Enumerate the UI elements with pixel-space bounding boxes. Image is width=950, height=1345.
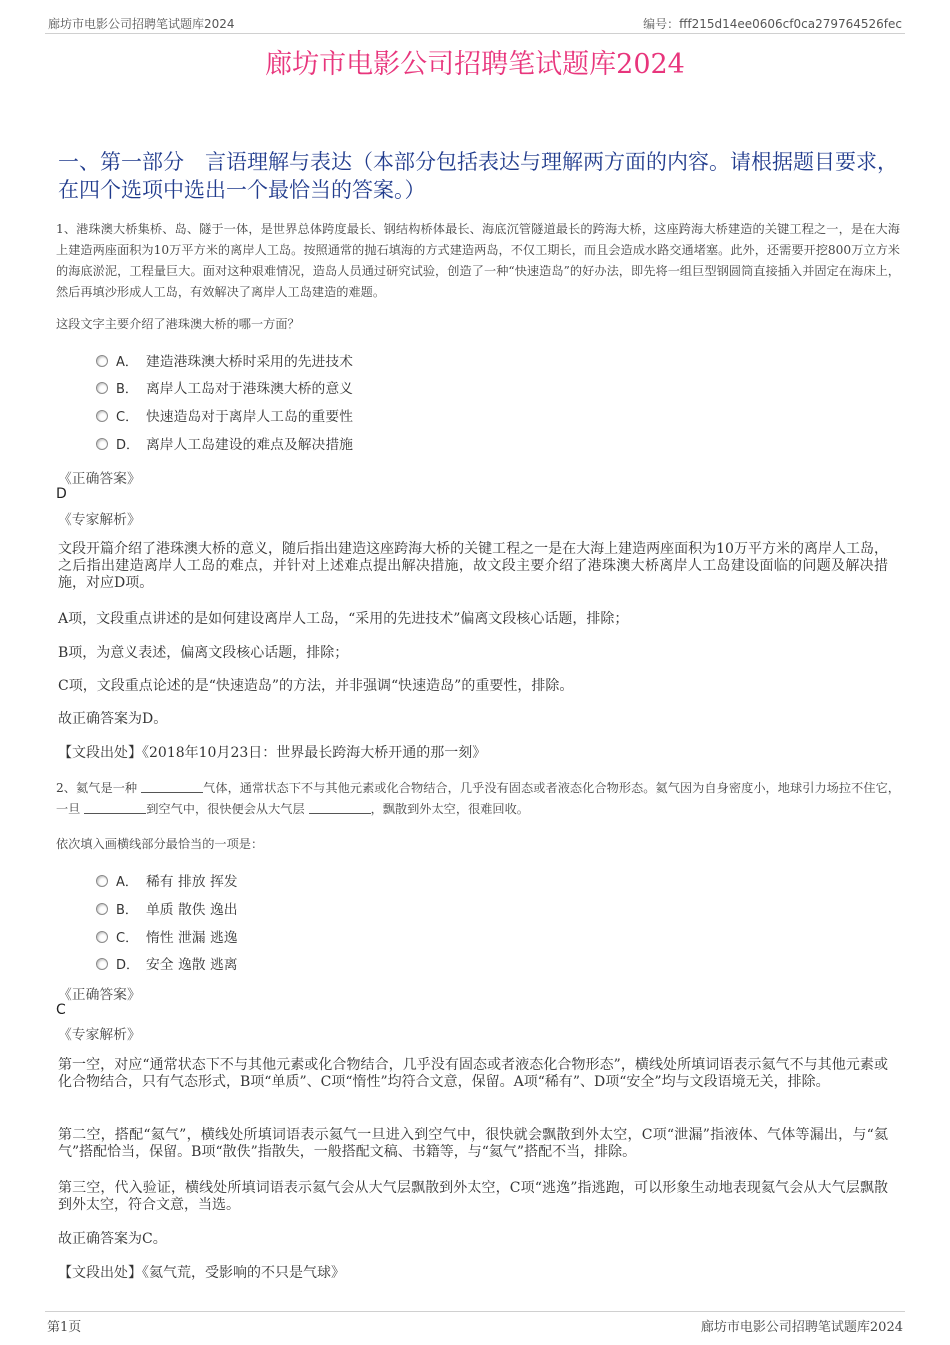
q1-option-a[interactable] xyxy=(96,350,353,370)
q1-analysis-1: 文段开篇介绍了港珠澳大桥的意义，随后指出建造这座跨海大桥的关键工程之一是在大海上建造两座面积为10万平方米的离岸人工岛，之后指出建造离岸人工岛的难点，并针对上述难点提出解决措施，故文段主要介绍了港珠澳大桥离岸人工岛建设面临的问题及解决措施，对应D项。 xyxy=(58,541,888,591)
q1-correct-label: 《正确答案》 xyxy=(58,471,141,487)
q1-question: 这段文字主要介绍了港珠澳大桥的哪一方面？ xyxy=(56,317,300,331)
page-header xyxy=(45,13,905,34)
q2-passage xyxy=(56,778,900,820)
q1-passage: 1、港珠澳大桥集桥、岛、隧于一体，是世界总体跨度最长、钢结构桥体最长、海底沉管隧道最长的跨海大桥，这座跨海大桥建造的关键工程之一，是在大海上建造两座面积为10万平方米的离岸人工岛。按照通常的抛石填海的方式建造两岛，不仅工期长，而且会造成水路交通堵塞。此外，还需要开挖800万立方米的海底淤泥，工程量巨大。面对这种艰难情况，造岛人员通过研究试验，创造了一种“快速造岛”的好办法，即先将一组巨型钢圆筒直接插入并固定在海床上，然后再填沙形成人工岛，有效解决了离岸人工岛建造的难题。 xyxy=(56,222,900,299)
q1-option-b[interactable] xyxy=(96,377,353,397)
radio-icon[interactable] xyxy=(96,438,108,450)
q1-analysis-5: 故正确答案为D。 xyxy=(58,711,168,727)
option-text: 单质 散佚 逸出 xyxy=(146,902,238,918)
option-text: 稀有 排放 挥发 xyxy=(146,874,238,890)
q2-analysis-2: 第二空，搭配“氦气”，横线处所填词语表示氦气一旦进入到空气中，很快就会飘散到外太空，C项“泄漏”指液体、气体等漏出，与“氦气”搭配恰当，保留。B项“散佚”指散失，一般搭配文稿、书籍等，与“氦气”搭配不当，排除。 xyxy=(58,1127,888,1160)
option-key: A． xyxy=(116,875,138,890)
q2-option-d[interactable] xyxy=(96,953,238,973)
radio-icon[interactable] xyxy=(96,382,108,394)
q2-correct-label: 《正确答案》 xyxy=(58,987,141,1003)
q2-passage-part-2: 气体，通常状态下不与其他元素或化合物结合，几乎没有固态或者液态化合物形态。氦气因为自身密度小，地球引力场拉不住它，一旦 xyxy=(56,781,900,816)
q2-passage-part-4: ，飘散到外太空，很难回收。 xyxy=(370,802,529,816)
blank-line xyxy=(84,801,146,814)
blank-line xyxy=(309,801,371,814)
q1-analysis-label: 《专家解析》 xyxy=(58,512,141,528)
option-key: D． xyxy=(116,438,140,453)
radio-icon[interactable] xyxy=(96,410,108,422)
q2-analysis-label: 《专家解析》 xyxy=(58,1027,141,1043)
page-footer xyxy=(45,1311,905,1336)
option-key: B． xyxy=(116,382,138,397)
q1-option-c[interactable] xyxy=(96,405,353,425)
footer-doc-title: 廊坊市电影公司招聘笔试题库2024 xyxy=(700,1320,903,1335)
option-text: 离岸人工岛建设的难点及解决措施 xyxy=(146,437,353,453)
q2-analysis-1: 第一空，对应“通常状态下不与其他元素或化合物结合，几乎没有固态或者液态化合物形态”，横线处所填词语表示氦气不与其他元素或化合物结合，只有气态形式，B项“单质”、C项“惰性”均符合文意，保留。A项“稀有”、D项“安全”均与文段语境无关，排除。 xyxy=(58,1057,888,1090)
blank-line xyxy=(141,780,203,793)
q1-answer: D xyxy=(56,486,67,502)
page-title: 廊坊市电影公司招聘笔试题库2024 xyxy=(265,49,685,80)
option-text: 惰性 泄漏 逃逸 xyxy=(146,930,238,946)
q2-answer: C xyxy=(56,1002,66,1018)
q1-option-d[interactable] xyxy=(96,433,353,453)
q2-passage-part-1: 2、氦气是一种 xyxy=(56,781,138,795)
q2-option-b[interactable] xyxy=(96,898,238,918)
q2-passage-part-3: 到空气中，很快便会从大气层 xyxy=(146,802,305,816)
section-title: 一、第一部分 言语理解与表达（本部分包括表达与理解两方面的内容。请根据题目要求，在四个选项中选出一个最恰当的答案。） xyxy=(58,150,898,202)
option-key: A． xyxy=(116,355,138,370)
header-doc-id: 编号：fff215d14ee0606cf0ca279764526fec xyxy=(643,17,902,31)
option-key: C． xyxy=(116,410,139,425)
option-key: D． xyxy=(116,958,140,973)
q1-analysis-2: A项，文段重点讲述的是如何建设离岸人工岛，“采用的先进技术”偏离文段核心话题，排除； xyxy=(58,611,629,627)
q2-analysis-3: 第三空，代入验证，横线处所填词语表示氦气会从大气层飘散到外太空，C项“逃逸”指逃跑，可以形象生动地表现氦气会从大气层飘散到外太空，符合文意，当选。 xyxy=(58,1180,888,1213)
radio-icon[interactable] xyxy=(96,903,108,915)
q2-source: 【文段出处】《氦气荒，受影响的不只是气球》 xyxy=(58,1265,345,1281)
radio-icon[interactable] xyxy=(96,875,108,887)
option-key: B． xyxy=(116,903,138,918)
option-key: C． xyxy=(116,931,139,946)
radio-icon[interactable] xyxy=(96,931,108,943)
q2-option-c[interactable] xyxy=(96,926,238,946)
q1-analysis-4: C项，文段重点论述的是“快速造岛”的方法，并非强调“快速造岛”的重要性，排除。 xyxy=(58,678,574,694)
header-doc-title: 廊坊市电影公司招聘笔试题库2024 xyxy=(48,17,235,31)
q2-option-a[interactable] xyxy=(96,870,238,890)
option-text: 快速造岛对于离岸人工岛的重要性 xyxy=(146,409,353,425)
q2-analysis-4: 故正确答案为C。 xyxy=(58,1231,167,1247)
option-text: 建造港珠澳大桥时采用的先进技术 xyxy=(146,354,353,370)
radio-icon[interactable] xyxy=(96,355,108,367)
radio-icon[interactable] xyxy=(96,958,108,970)
page-number: 第1页 xyxy=(47,1320,82,1335)
option-text: 安全 逸散 逃离 xyxy=(146,957,238,973)
q1-source: 【文段出处】《2018年10月23日：世界最长跨海大桥开通的那一刻》 xyxy=(58,745,487,761)
q1-analysis-3: B项，为意义表述，偏离文段核心话题，排除； xyxy=(58,645,349,661)
option-text: 离岸人工岛对于港珠澳大桥的意义 xyxy=(146,381,353,397)
q2-question: 依次填入画横线部分最恰当的一项是： xyxy=(56,837,264,851)
